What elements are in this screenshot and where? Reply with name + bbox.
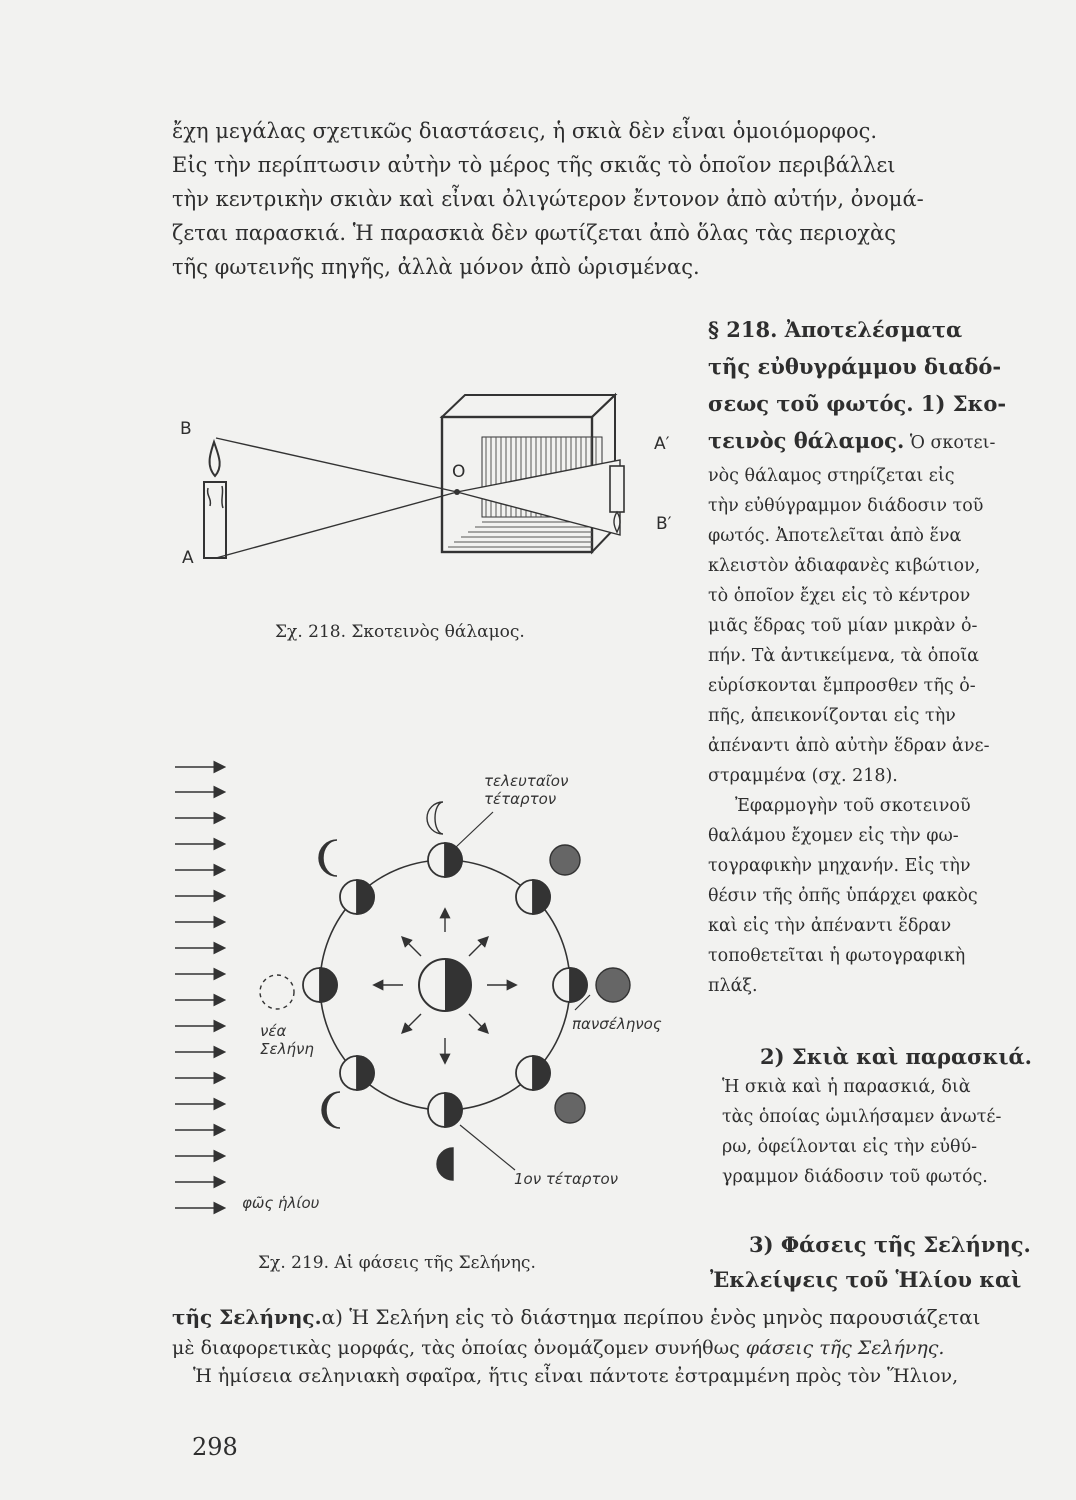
section-heading-line-3: σεως τοῦ φωτός. 1) Σκο- [708, 391, 1007, 416]
label-new-moon-1: νέα [260, 1022, 287, 1040]
top-text-line-4: ζεται παρασκιά. Ἡ παρασκιὰ δὲν φωτίζεται ἀπὸ ὅλας τὰς περιοχὰς [172, 221, 896, 245]
body-line: νὸς θάλαμος στηρίζεται εἰς [708, 466, 955, 486]
camera-obscura-first-words: Ὁ σκοτει- [909, 433, 996, 453]
label-last-quarter-2: τέταρτον [484, 790, 557, 808]
phases-line-3: Ἡ ἡμίσεια σεληνιακὴ σφαῖρα, ἥτις εἶναι πάντοτε ἐστραμμένη πρὸς τὸν Ἥλιον, [193, 1365, 959, 1387]
figure-219-caption: Σχ. 219. Αἱ φάσεις τῆς Σελήνης. [258, 1253, 536, 1273]
label-o: O [452, 462, 466, 482]
body-line: πλάξ. [708, 976, 758, 996]
body-line: ἀπέναντι ἀπὸ αὐτὴν ἕδραν ἀνε- [708, 736, 990, 756]
body-line: εὑρίσκονται ἔμπροσθεν τῆς ὀ- [708, 676, 976, 696]
phases-term: φάσεις τῆς Σελήνης. [745, 1337, 945, 1359]
camera-obscura-subheading: τεινὸς θάλαμος. [708, 428, 905, 453]
shadow-heading: 2) Σκιὰ καὶ παρασκιά. [760, 1044, 1032, 1069]
label-a: A [182, 548, 194, 568]
body-line: τὴν εὐθύγραμμον διάδοσιν τοῦ [708, 496, 984, 516]
phases-line-1 [172, 1303, 981, 1331]
label-new-moon-2: Σελήνη [260, 1040, 314, 1058]
phases-heading-1: 3) Φάσεις τῆς Σελήνης. [749, 1232, 1031, 1257]
phases-line-2-text: μὲ διαφορετικὰς μορφάς, τὰς ὁποίας ὀνομάζομεν συνήθως [172, 1337, 746, 1359]
shadow-line: ρω, ὀφείλονται εἰς τὴν εὐθύ- [722, 1137, 978, 1157]
page-number: 298 [192, 1433, 238, 1461]
body-line: Ἐφαρμογὴν τοῦ σκοτεινοῦ [735, 796, 971, 816]
top-text-line-1: ἔχη μεγάλας σχετικῶς διαστάσεις, ἡ σκιὰ δὲν εἶναι ὁμοιόμορφος. [172, 119, 878, 143]
camera-obscura-figure [180, 380, 660, 580]
body-line: πήν. Τὰ ἀντικείμενα, τὰ ὁποῖα [708, 646, 980, 666]
shadow-line: γραμμον διάδοσιν τοῦ φωτός. [722, 1167, 988, 1187]
body-line: πῆς, ἀπεικονίζονται εἰς τὴν [708, 706, 956, 726]
top-text-line-2: Εἰς τὴν περίπτωσιν αὐτὴν τὸ μέρος τῆς σκιᾶς τὸ ὁποῖον περιβάλλει [172, 153, 896, 177]
label-b: B [180, 419, 192, 439]
body-line: θέσιν τῆς ὀπῆς ὑπάρχει φακὸς [708, 886, 978, 906]
moon-phases-figure [175, 740, 645, 1240]
section-heading-line-2: τῆς εὐθυγράμμου διαδό- [708, 354, 1002, 379]
top-text-line-5: τῆς φωτεινῆς πηγῆς, ἀλλὰ μόνον ἀπὸ ὡρισμένας. [172, 255, 700, 279]
body-line: τοποθετεῖται ἡ φωτογραφικὴ [708, 946, 966, 966]
label-b-prime: B′ [656, 514, 672, 534]
section-subheading-line [708, 427, 995, 457]
label-sunlight: φῶς ἡλίου [242, 1194, 320, 1212]
phases-line-1-text: α) Ἡ Σελήνη εἰς τὸ διάστημα περίπου ἑνὸς μηνὸς παρουσιάζεται [321, 1305, 981, 1329]
shadow-line: τὰς ὁποίας ὡμιλήσαμεν ἀνωτέ- [722, 1107, 1002, 1127]
section-heading-line-1: § 218. Ἀποτελέσματα [708, 317, 963, 342]
body-line: κλειστὸν ἀδιαφανὲς κιβώτιον, [708, 556, 981, 576]
body-line: μιᾶς ἕδρας τοῦ μίαν μικρὰν ὀ- [708, 616, 978, 636]
body-line: φωτός. Ἀποτελεῖται ἀπὸ ἕνα [708, 526, 962, 546]
label-new-moon [260, 1022, 314, 1058]
label-last-quarter [484, 772, 568, 808]
label-full-moon: πανσέληνος [572, 1015, 662, 1033]
phases-heading-3: τῆς Σελήνης. [172, 1305, 322, 1329]
top-text-line-3: τὴν κεντρικὴν σκιὰν καὶ εἶναι ὀλιγώτερον ἔντονον ἀπὸ αὐτήν, ὀνομά- [172, 187, 924, 211]
body-line: θαλάμου ἔχομεν εἰς τὴν φω- [708, 826, 959, 846]
body-line: στραμμένα (σχ. 218). [708, 766, 898, 786]
body-line: καὶ εἰς τὴν ἀπέναντι ἕδραν [708, 916, 952, 936]
body-line: τὸ ὁποῖον ἔχει εἰς τὸ κέντρον [708, 586, 971, 606]
phases-line-2 [172, 1334, 944, 1362]
label-a-prime: A′ [654, 434, 670, 454]
figure-218-caption: Σχ. 218. Σκοτεινὸς θάλαμος. [275, 622, 525, 642]
body-line: τογραφικὴν μηχανήν. Εἰς τὴν [708, 856, 971, 876]
shadow-line: Ἡ σκιὰ καὶ ἡ παρασκιά, διὰ [722, 1077, 971, 1097]
label-last-quarter-1: τελευταῖον [484, 772, 569, 790]
phases-heading-2: Ἐκλείψεις τοῦ Ἡλίου καὶ [710, 1267, 1022, 1292]
label-first-quarter: 1ον τέταρτον [514, 1170, 619, 1188]
